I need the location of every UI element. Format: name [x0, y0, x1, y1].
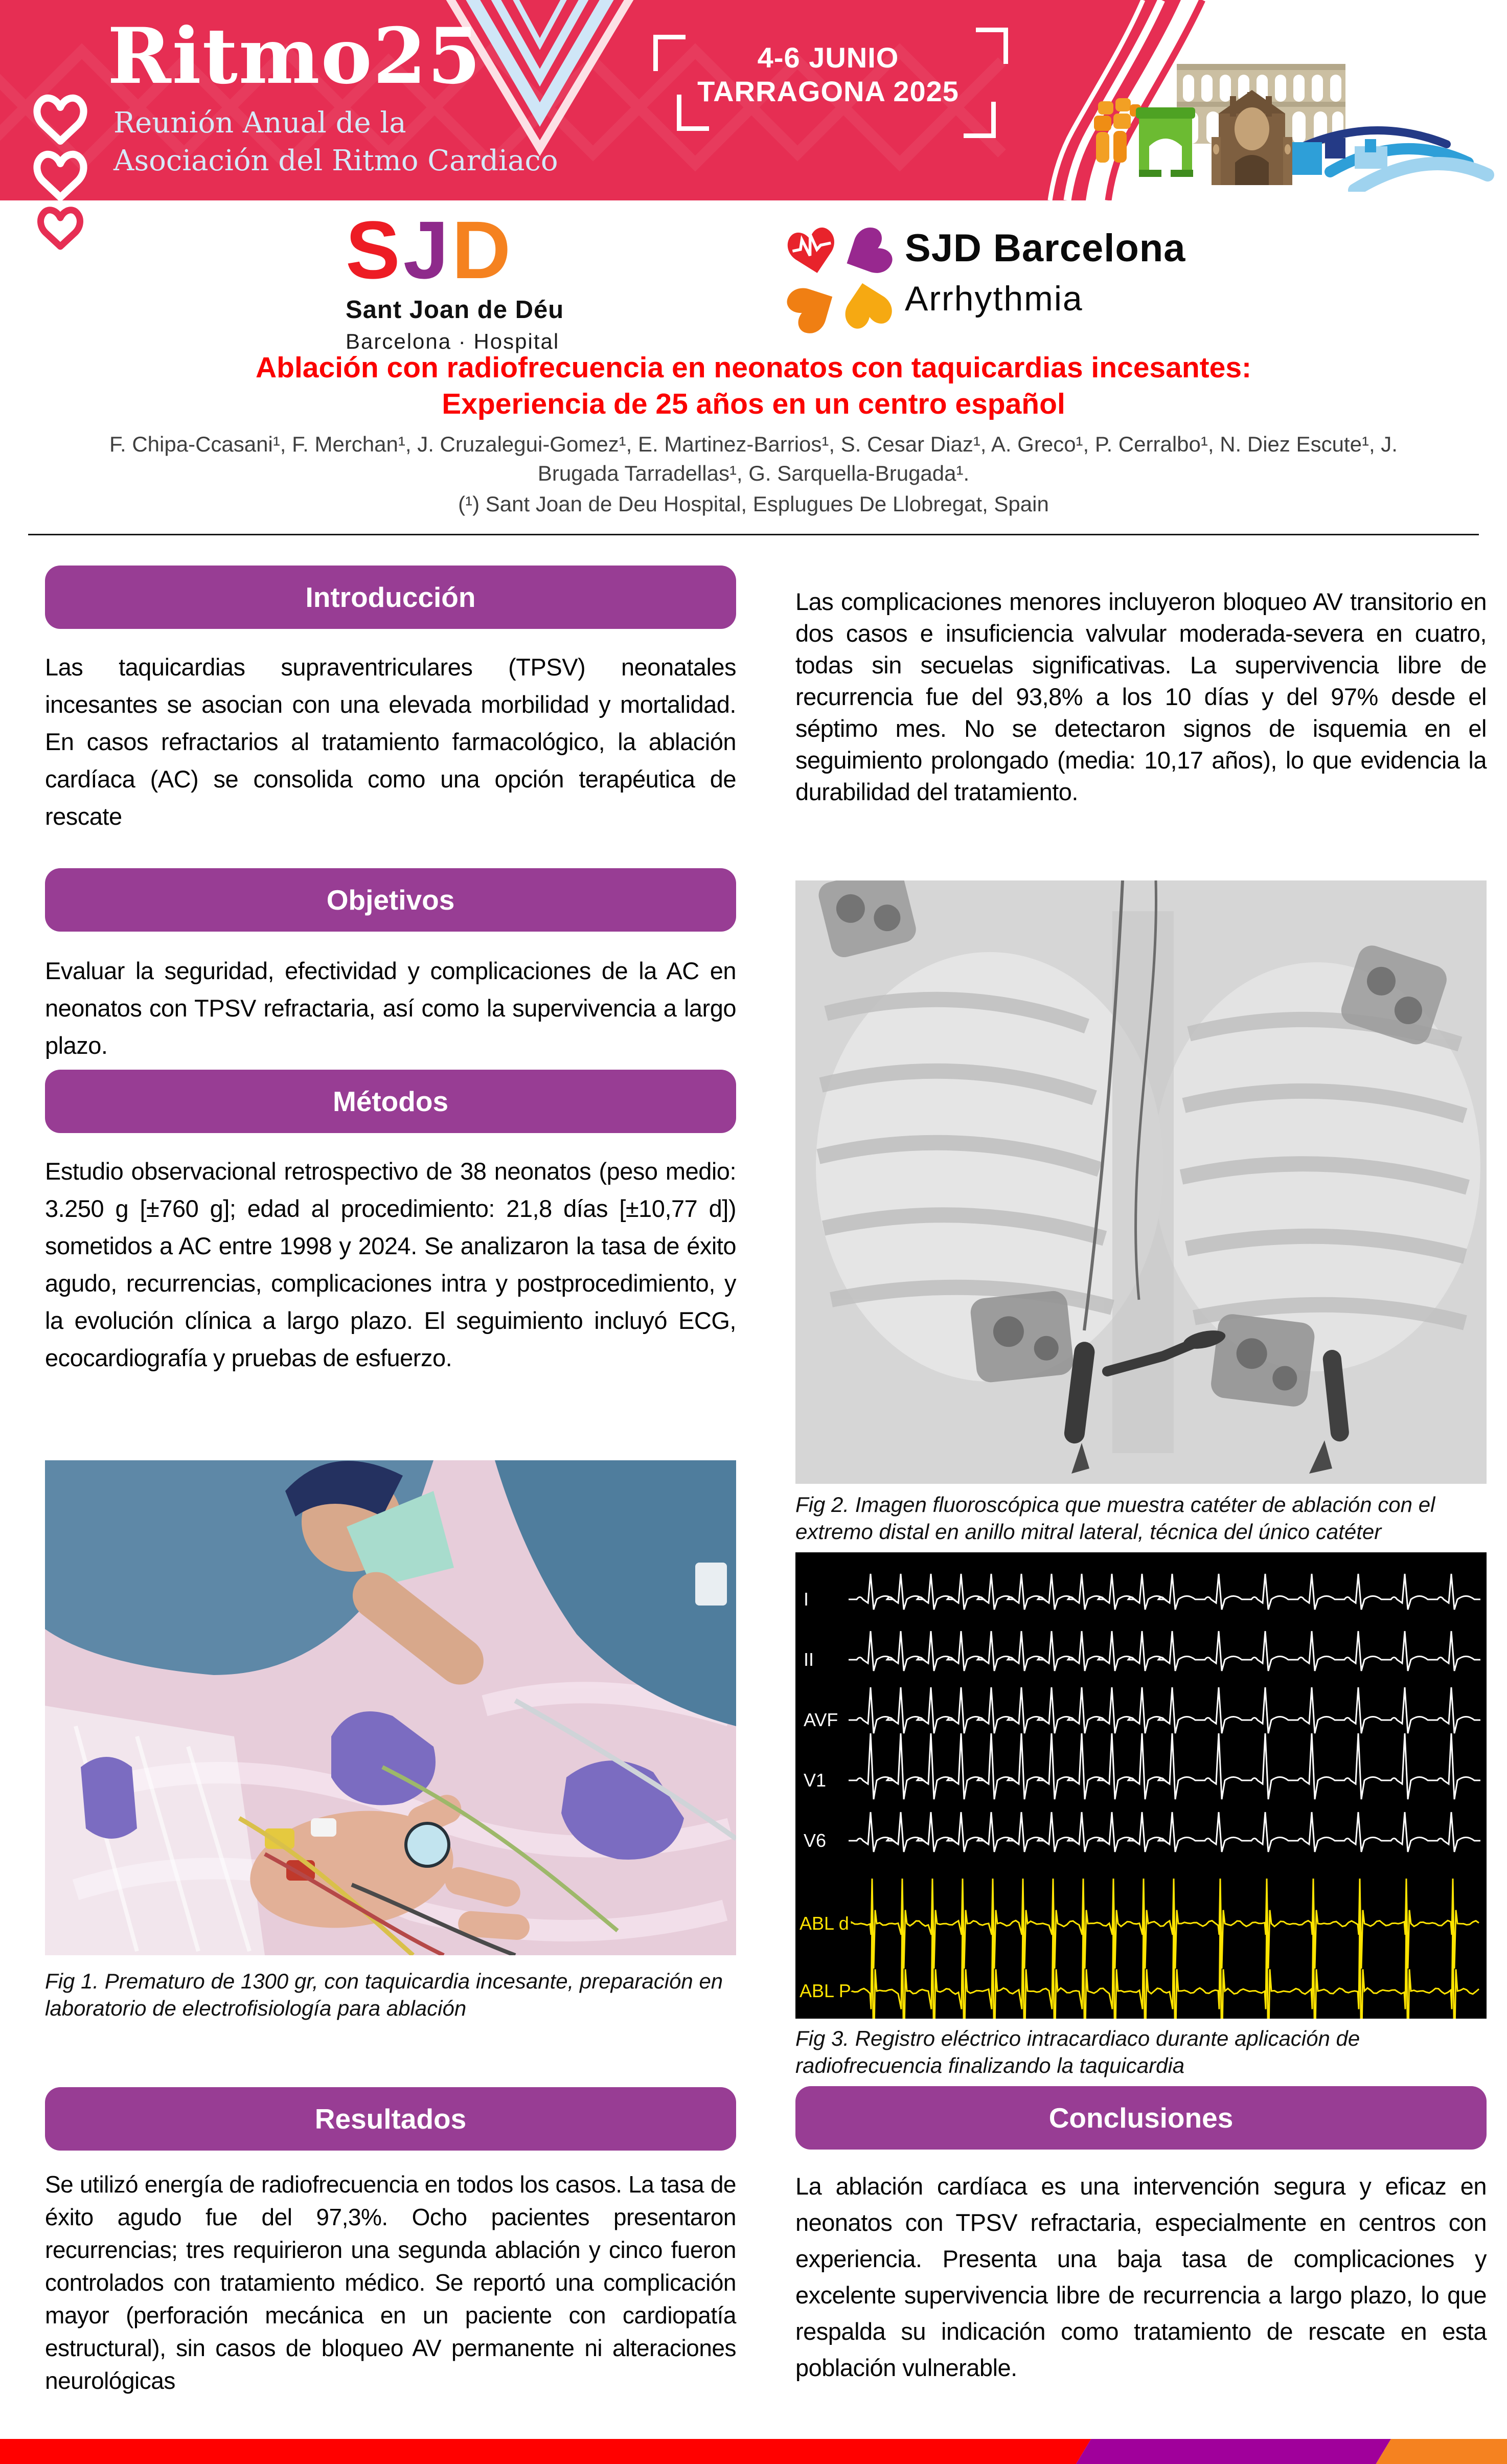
fig2-fluoroscopy-image — [795, 880, 1487, 1484]
sjd-hospital-logo — [346, 204, 632, 354]
sjd-letter-s: S — [346, 204, 403, 296]
roman-arch-icon — [1136, 107, 1195, 177]
objetivos-body: Evaluar la seguridad, efectividad y complicaciones de la AC en neonatos con TPSV refractaria, así como la supervivencia a largo plazo. — [45, 957, 736, 1059]
fig2-caption: Fig 2. Imagen fluoroscópica que muestra catéter de ablación con el extremo distal en anillo mitral lateral, técnica del único catéter — [795, 1493, 1435, 1544]
brand-title: Ritmo25 — [107, 11, 482, 101]
sjd-letter-d: D — [451, 204, 514, 296]
heart-cluster-icon — [781, 215, 896, 343]
authors-line: F. Chipa-Ccasani¹, F. Merchan¹, J. Cruzalegui-Gomez¹, E. Martinez-Barrios¹, S. Cesar Diaz¹, A. Greco¹, P. Cerralbo¹, N. Diez Escute¹, J. Brugada Tarradellas¹, G. Sarquella-Brugada¹. — [109, 432, 1398, 485]
abl-lead-label: ABL P — [800, 1980, 851, 2001]
event-date-block — [645, 41, 1011, 118]
ecg-electrode-white — [311, 1818, 336, 1837]
ecg-lead-label: II — [804, 1649, 814, 1670]
section-header-metodos: Métodos — [45, 1070, 736, 1133]
corner-bracket-icon — [976, 28, 1008, 64]
poster-title-line1: Ablación con radiofrecuencia en neonatos con taquicardias incesantes: — [255, 351, 1252, 384]
event-date-line1: 4-6 JUNIO — [757, 41, 899, 74]
heart-outline-icon-crimson — [41, 210, 80, 246]
ecg-lead-label: V6 — [804, 1830, 827, 1851]
poster-title-line2: Experiencia de 25 años en un centro español — [442, 388, 1065, 420]
section-header-introduccion: Introducción — [45, 566, 736, 629]
brand-subtitle-line1: Reunión Anual de la — [113, 106, 406, 140]
abl-lead-label: ABL d — [800, 1913, 849, 1934]
sjd-arrhythmia-logo — [781, 215, 1343, 358]
purple-glove — [81, 1757, 137, 1839]
privacy-dot — [406, 1823, 449, 1866]
sjd-hospital-name: Sant Joan de Déu — [346, 296, 564, 324]
conclusiones-body: La ablación cardíaca es una intervención segura y eficaz en neonatos con TPSV refractaria, especialmente en centros con experiencia. Presenta una baja tasa de complicaciones y excelente supervivencia libre de recurrencia a largo plazo, lo que respalda su indicación como tratamiento de rescate en esta población vulnerable. — [795, 2173, 1487, 2381]
event-date-line2: TARRAGONA 2025 — [697, 75, 959, 107]
brand-subtitle-line2: Asociación del Ritmo Cardiaco — [113, 144, 558, 177]
complicaciones-body: Las complicaciones menores incluyeron bloqueo AV transitorio en dos casos e insuficiencia valvular moderada-severa en cuatro, todas sin secuelas significativas. La supervivencia libre de recurrencia fue del 93,8% a los 10 días y del 97% desde el séptimo mes. No se detectaron signos de isquemia en el seguimiento prolongado (media: 10,17 años), lo que evidencia la durabilidad del tratamiento. — [795, 588, 1487, 805]
sjd-hospital-subname: Barcelona · Hospital — [346, 329, 560, 353]
section-header-resultados: Resultados — [45, 2087, 736, 2151]
section-header-conclusiones: Conclusiones — [795, 2086, 1487, 2150]
castell-icon — [1094, 98, 1141, 163]
corner-bracket-icon — [964, 102, 996, 138]
corner-bracket-icon — [677, 95, 709, 131]
fig3-caption: Fig 3. Registro eléctrico intracardiaco durante aplicación de radiofrecuencia finalizando la taquicardia — [795, 2026, 1360, 2077]
ecg-lead-label: V1 — [804, 1770, 827, 1791]
amphitheatre-icon — [1292, 130, 1488, 190]
resultados-body: Se utilizó energía de radiofrecuencia en todos los casos. La tasa de éxito agudo fue del 97,3%. Ocho pacientes presentaron recurrencias; tres requirieron una segunda ablación y cinco fueron controlados con tratamiento médico. Se reportó una complicación mayor (perforación mecánica en un paciente con cardiopatía estructural), sin casos de bloqueo AV permanente ni alteraciones neurológicas — [45, 2171, 736, 2394]
corner-bracket-icon — [653, 35, 686, 71]
authors-affiliation: (¹) Sant Joan de Deu Hospital, Esplugues De Llobregat, Spain — [458, 492, 1049, 516]
fig1-caption: Fig 1. Prematuro de 1300 gr, con taquicardia incesante, preparación en laboratorio de electrofisiología para ablación — [45, 1969, 723, 2020]
sjd-logo-letters — [346, 204, 632, 296]
arrhythmia-logo-subtitle: Arrhythmia — [905, 279, 1083, 318]
arrhythmia-logo-title: SJD Barcelona — [905, 227, 1186, 270]
sjd-letter-j: J — [403, 204, 452, 296]
plastic-drape — [45, 1706, 265, 1955]
metodos-body: Estudio observacional retrospectivo de 38 neonatos (peso medio: 3.250 g [±760 g]; edad al procedimiento: 21,8 días [±10,77 d]) sometidos a AC entre 1998 y 2024. Se analizaron la tasa de éxito agudo, recurrencias, complicaciones intra y postprocedimiento, y la evolución clínica a largo plazo. El seguimiento incluyó ECG, ecocardiografía y pruebas de esfuerzo. — [45, 1158, 736, 1371]
header-divider — [28, 534, 1479, 535]
ecg-lead-label: AVF — [804, 1709, 838, 1730]
introduccion-body: Las taquicardias supraventriculares (TPSV) neonatales incesantes se asocian con una elevada morbilidad y mortalidad. En casos refractarios al tratamiento farmacológico, la ablación cardíaca (AC) se consolida como una opción terapéutica de rescate — [45, 653, 736, 830]
fig1-photo-ep-lab-preparation — [45, 1460, 736, 1955]
id-badge — [695, 1563, 727, 1606]
tarragona-landmarks-illustration — [1089, 41, 1498, 192]
ecg-lead-label: I — [804, 1589, 809, 1610]
section-header-objetivos: Objetivos — [45, 868, 736, 932]
heart-outline-icons — [30, 88, 91, 257]
fig3-intracardiac-ecg — [795, 1552, 1487, 2019]
footer-color-bar — [0, 2439, 1507, 2464]
